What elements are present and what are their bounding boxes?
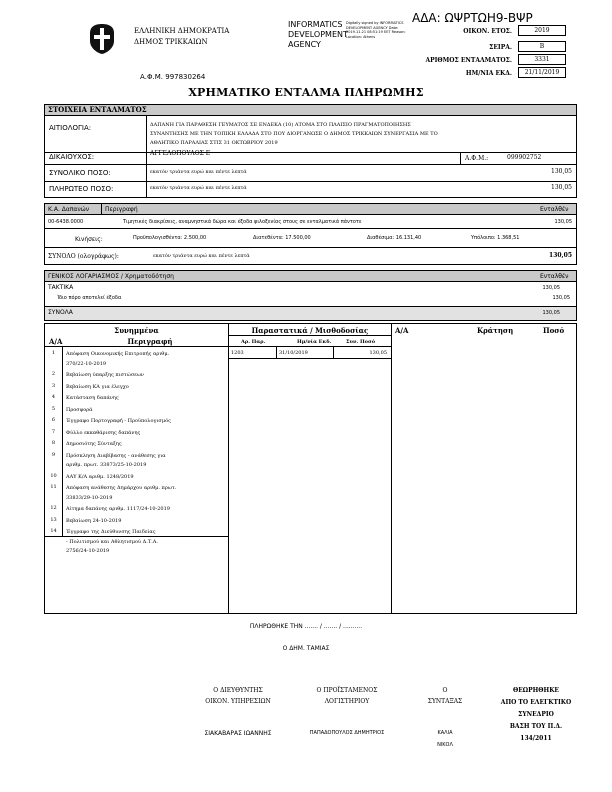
signature-director-title-1: Ο ΔΙΕΥΘΥΝΤΗΣ xyxy=(213,687,263,694)
attachment-description: αριθμ. πρωτ. 33873/25-10-2019 xyxy=(66,462,147,468)
attachments-table xyxy=(44,323,577,614)
attachment-number: 1 xyxy=(51,350,56,356)
attachment-description: Βεβαίωση 24-10-2019 xyxy=(66,517,122,524)
justification-line-1: ΔΑΠΑΝΗ ΓΙΑ ΠΑΡΑΘΕΣΗ ΓΕΥΜΑΤΟΣ ΣΕ ΕΝΔΕΚΑ (10) ΑΤΟΜΑ ΣΤΟ ΠΛΑΙΣΙΟ ΠΡΑΓΜΑΤΟΠΟΙΗΣΗΣ xyxy=(150,122,411,128)
series-label: ΣΕΙΡΑ. xyxy=(489,44,512,51)
digital-signature-details: Digitally signed by INFORMATICS DEVELOPMENT AGENCY Date: 2019.11.21 08:51:19 EET Reason: Location: Athens xyxy=(346,21,406,39)
attachment-description: Κατάσταση δαπάνης xyxy=(66,395,119,401)
attachment-number: 10 xyxy=(50,472,57,479)
page-title: ΧΡΗΜΑΤΙΚΟ ΕΝΤΑΛΜΑ ΠΛΗΡΩΜΗΣ xyxy=(188,86,424,99)
expense-amount: 130,05 xyxy=(554,219,572,225)
ada-code: ΑΔΑ: ΩΨΡΤΩΗ9-ΒΨΡ xyxy=(412,11,533,25)
attachment-description: Απόφαση ανάθεσης Δημάρχου αριθμ. πρωτ. xyxy=(66,485,177,491)
municipality-name: ΔΗΜΟΣ ΤΡΙΚΚΑΙΩΝ xyxy=(134,38,208,46)
beneficiary-value: ΑΓΓΕΛΟΠΟΥΛΟΣ Ε xyxy=(150,150,211,157)
attachment-number: 2 xyxy=(51,371,56,377)
deductions-desc-header: Κράτηση xyxy=(477,326,514,335)
fiscal-year-value: 2019 xyxy=(518,25,566,36)
beneficiary-afm-value: 099902752 xyxy=(507,154,542,161)
total-amount-words: εκατόν τριάντα ευρώ και πέντε λεπτά xyxy=(150,169,247,175)
audit-court-line-3: ΣΥΝΕΔΡΙΟ xyxy=(518,711,554,718)
audit-court-line-2: ΑΠΟ ΤΟ ΕΛΕΓΚΤΙΚΟ xyxy=(500,699,572,706)
attachment-number: 4 xyxy=(51,394,56,400)
invoices-heading: Παραστατικά / Μισθοδοσίας xyxy=(251,326,369,335)
cashier-label: Ο ΔΗΜ. ΤΑΜΙΑΣ xyxy=(282,645,330,652)
audit-court-line-5: 134/2011 xyxy=(520,735,552,742)
attachment-description: Φύλλο εκκαθάρισης δαπάνης xyxy=(66,429,141,436)
attachment-number: 6 xyxy=(51,417,56,423)
payable-amount-label: ΠΛΗΡΩΤΕΟ ΠΟΣΟ: xyxy=(49,185,114,193)
signature-composer-title-2: ΣΥΝΤΑΞΑΣ xyxy=(427,698,463,705)
ledger-row-2-value: 130,05 xyxy=(552,295,570,301)
budgeted-amount: Προϋπολογισθέντα: 2.500,00 xyxy=(133,235,207,241)
attachment-number: 5 xyxy=(51,405,56,412)
total-amount: 130,05 xyxy=(549,252,572,259)
digital-signature-title: INFORMATICS DEVELOPMENT AGENCY xyxy=(288,20,348,49)
total-in-words-label: ΣΥΝΟΛΟ (ολογράφως): xyxy=(48,253,119,260)
attachment-description: Έγγραφο Πορτογραφή - Προϋπολογισμός xyxy=(66,418,171,424)
ka-column-header: Κ.Α. Δαπανών xyxy=(48,206,90,213)
attachment-number: 14 xyxy=(50,528,57,534)
signature-director-title-2: ΟΙΚΟΝ. ΥΠΗΡΕΣΙΩΝ xyxy=(205,698,271,705)
greek-coat-of-arms-icon xyxy=(87,23,117,55)
invoice-amount-header: Συν. Ποσό xyxy=(346,339,376,345)
expense-description: Τιμητικές διακρίσεις, αναμνηστικά δώρα και έξοδα φιλοξενίας στους σε ενταλματικά πάντοτε xyxy=(123,219,362,225)
signature-composer-name-2: ΝΙΚΟΛ xyxy=(437,742,453,748)
invoice-amount: 130,05 xyxy=(369,350,387,356)
attachment-description: Απόφαση Οικονομικής Επιτροπής αριθμ. xyxy=(66,351,170,357)
ledger-column-header: ΓΕΝΙΚΟΣ ΛΟΓΑΡΙΑΣΜΟΣ / Χρηματοδότηση xyxy=(48,273,174,280)
attachment-number: 8 xyxy=(51,440,56,446)
general-ledger-section xyxy=(44,270,577,321)
deductions-amount-header: Ποσό xyxy=(543,326,565,335)
attachment-description: ΑΑΥ Κ/Α αριθμ. 1248/2019 xyxy=(66,473,134,480)
audit-court-line-1: ΘΕΩΡΗΘΗΚΕ xyxy=(512,687,559,694)
attachment-description: Αίτημα δαπάνης αριθμ. 1117/24-10-2019 xyxy=(66,506,170,512)
justification-label: ΑΙΤΙΟΛΟΓΙΑ: xyxy=(49,124,92,132)
movements-label: Κινήσεις: xyxy=(75,236,103,243)
allocated-amount: Διατεθέντα: 17.500,00 xyxy=(253,235,311,241)
description-column-header: Περιγραφή xyxy=(105,206,138,213)
attachment-description: 33833/29-10-2019 xyxy=(66,494,113,501)
justification-line-2: ΣΥΝΑΝΤΗΣΗΣ ΜΕ ΤΗΝ ΤΟΠΙΚΗ ΕΛΛΑΔΑ ΣΤΟ ΠΟΥ ΔΙΟΡΓΑΝΩΣΕ Ο ΔΗΜΟΣ ΤΡΙΚΚΑΙΩΝ ΣΥΝΕΡΓΑΣΙΑ ΜΕ ΤΟ xyxy=(150,131,438,137)
signature-head-name: ΠΑΠΑΔΟΠΟΥΛΟΣ ΔΗΜΗΤΡΙΟΣ xyxy=(309,730,385,736)
attachment-description: Έγγραφο της Διεύθυνσης Παιδείας xyxy=(66,529,156,535)
expense-code: 00-6438.0000 xyxy=(48,219,84,225)
series-value: Β xyxy=(518,41,566,52)
invoice-number-header: Αρ. Παρ. xyxy=(241,339,266,345)
invoice-number: 1203 xyxy=(231,350,244,356)
beneficiary-afm-label: Α.Φ.Μ.: xyxy=(465,155,489,162)
total-amount-value: 130,05 xyxy=(551,168,572,175)
section-heading: ΣΤΟΙΧΕΙΑ ΕΝΤΑΛΜΑΤΟΣ xyxy=(45,105,576,115)
attachments-heading: Συνημμένα xyxy=(114,326,159,335)
warrant-data-section xyxy=(44,104,577,198)
ledger-amount-header: Ενταλθέν xyxy=(540,273,569,280)
ledger-row-2-label: Ίδιο πόρο αποτελεί έξοδα xyxy=(57,295,122,301)
ledger-total-value: 130,05 xyxy=(542,310,560,316)
attachment-number: 11 xyxy=(50,484,57,490)
signature-composer-name-1: ΚΑΛΙΑ xyxy=(437,730,453,736)
attachment-description: Προσφορά xyxy=(66,406,93,413)
beneficiary-label: ΔΙΚΑΙΟΥΧΟΣ: xyxy=(49,153,95,161)
signature-head-title-2: ΛΟΓΙΣΤΗΡΙΟΥ xyxy=(324,698,370,705)
audit-court-line-4: ΒΑΣΗ ΤΟΥ Π.Δ. xyxy=(509,723,563,730)
attachment-number: 9 xyxy=(51,451,56,458)
attachment-description: 370/22-10-2019 xyxy=(66,360,107,367)
attachment-description: - Πολιτισμού και Αθλητισμού Δ.Τ.Α. xyxy=(66,538,158,545)
justification-line-3: ΑΘΛΗΤΙΚΟ ΠΑΡΑΛΙΑΣ ΣΤΙΣ 31 ΟΚΤΩΒΡΙΟΥ 2019 xyxy=(150,140,278,146)
issue-date-value: 21/11/2019 xyxy=(518,67,566,78)
payable-amount-words: εκατόν τριάντα ευρώ και πέντε λεπτά xyxy=(150,185,247,191)
amount-column-header: Ενταλθέν xyxy=(540,206,569,213)
available-amount: Διαθέσιμα: 16.131,40 xyxy=(367,235,422,241)
paid-on-line: ΠΛΗΡΩΘΗΚΕ ΤΗΝ ....... / ....... / .......... xyxy=(249,623,363,630)
attachment-description: Δημοσιότης Σύνταξης xyxy=(66,441,122,447)
attachment-description: Βεβαίωση ύπαρξης πιστώσεων xyxy=(66,372,144,378)
attachment-number: 13 xyxy=(50,516,57,523)
total-amount-label: ΣΥΝΟΛΙΚΟ ΠΟΣΟ: xyxy=(49,169,111,177)
attachments-aa-header: Α/Α xyxy=(49,337,63,346)
attachment-description: Βεβαίωση ΚΑ για έλεγχο xyxy=(66,383,129,390)
signature-head-title-1: Ο ΠΡΟΪΣΤΑΜΕΝΟΣ xyxy=(316,687,378,694)
warrant-number-value: 3331 xyxy=(518,54,566,65)
attachments-desc-header: Περιγραφή xyxy=(127,337,173,346)
signature-composer-title-1: Ο xyxy=(442,687,448,694)
attachment-description: Πρόσκληση Διαβίβασης - ανάθεσης για xyxy=(66,452,166,459)
issue-date-label: ΗΜ/ΝΙΑ ΕΚΔ. xyxy=(465,70,512,77)
invoice-date: 31/10/2019 xyxy=(279,350,308,356)
attachment-number: 12 xyxy=(50,505,57,511)
warrant-number-label: ΑΡΙΘΜΟΣ ΕΝΤΑΛΜΑΤΟΣ. xyxy=(425,57,512,64)
expense-codes-section xyxy=(44,203,577,265)
ledger-total-label: ΣΥΝΟΛΑ xyxy=(48,309,73,316)
attachment-number: 3 xyxy=(51,382,56,389)
attachment-number: 7 xyxy=(51,428,56,435)
attachment-description: 2756/24-10-2019 xyxy=(66,548,110,554)
deductions-aa-header: Α/Α xyxy=(395,326,409,335)
payable-amount-value: 130,05 xyxy=(551,184,572,191)
total-in-words-value: εκατόν τριάντα ευρώ και πέντε λεπτά xyxy=(153,253,250,259)
municipality-afm: Α.Φ.Μ. 997830264 xyxy=(140,73,206,81)
signature-director-name: ΣΙΑΚΑΒΑΡΑΣ ΙΩΑΝΝΗΣ xyxy=(204,730,272,737)
invoice-date-header: Ημ/νία Εκδ. xyxy=(297,339,332,345)
ledger-row-1-value: 130,05 xyxy=(542,285,560,291)
ledger-row-1-label: ΤΑΚΤΙΚΑ xyxy=(48,284,74,291)
country-name: ΕΛΛΗΝΙΚΗ ΔΗΜΟΚΡΑΤΙΑ xyxy=(134,27,230,35)
remaining-amount: Υπόλοιπο: 1.368,51 xyxy=(471,235,520,241)
fiscal-year-label: ΟΙΚΟΝ. ΕΤΟΣ. xyxy=(463,28,512,35)
